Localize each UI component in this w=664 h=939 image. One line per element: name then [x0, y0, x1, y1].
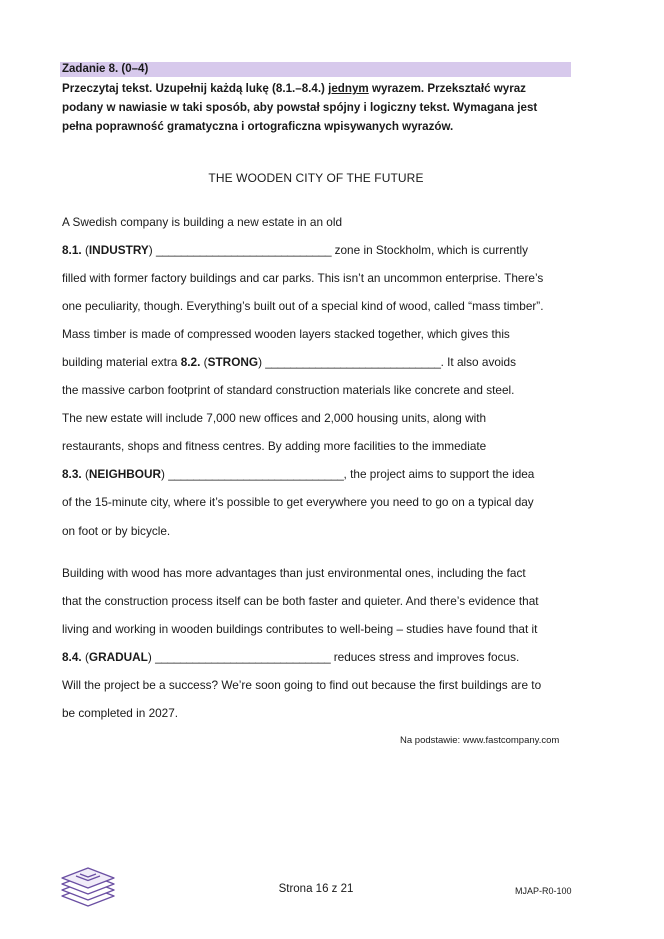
- answer-blank-8-4[interactable]: ____________________________: [155, 650, 331, 664]
- instructions-part1: Przeczytaj tekst. Uzupełnij każdą lukę (8.1.–8.4.): [62, 82, 329, 95]
- article-title: THE WOODEN CITY OF THE FUTURE: [208, 171, 424, 185]
- instructions-underlined-word: jednym: [328, 82, 369, 95]
- article-line: The new estate will include 7,000 new offices and 2,000 housing units, along with: [62, 411, 487, 425]
- gap-base-word: INDUSTRY: [88, 243, 149, 257]
- gap-base-word: STRONG: [207, 355, 259, 369]
- gap-line-8-3: 8.3. (NEIGHBOUR) ____________________________, the project aims to support the idea: [62, 467, 535, 481]
- gap-number: 8.1.: [62, 243, 82, 257]
- answer-blank-8-1[interactable]: ____________________________: [156, 243, 332, 257]
- gap-number: 8.3.: [62, 467, 82, 481]
- article-line: filled with former factory buildings and car parks. This isn’t an uncommon enterprise. There’s: [62, 271, 544, 285]
- gap-base-word: GRADUAL: [88, 650, 148, 664]
- gap-line-8-4: 8.4. (GRADUAL) ____________________________ reduces stress and improves focus.: [62, 650, 520, 664]
- article-line: Mass timber is made of compressed wooden layers stacked together, which gives this: [62, 327, 510, 341]
- article-line: Will the project be a success? We’re soon going to find out because the first buildings are to: [62, 678, 542, 692]
- task-instructions: [62, 79, 570, 136]
- answer-blank-8-3[interactable]: ____________________________: [168, 467, 344, 481]
- gap-number: 8.2.: [180, 355, 201, 369]
- article-line: of the 15-minute city, where it’s possible to get everywhere you need to go on a typical day: [62, 495, 534, 509]
- article-line: living and working in wooden buildings contributes to well-being – studies have found that it: [62, 622, 538, 636]
- instructions-part2: wyrazem. Przekształć wyraz podany w nawiasie w taki sposób, aby powstał spójny i logiczny tekst. Wymagana jest pełna poprawność gramatyczna i ortograficzna wpisywanych wyrazów.: [62, 82, 538, 133]
- article-line: be completed in 2027.: [62, 706, 179, 720]
- article-line: Building with wood has more advantages than just environmental ones, including the fact: [62, 566, 526, 580]
- gap-line-8-2: building material extra 8.2. (STRONG) ____________________________. It also avoids: [62, 355, 517, 369]
- article-line: on foot or by bicycle.: [62, 524, 171, 538]
- article-line: one peculiarity, though. Everything’s built out of a special kind of wood, called “mass timber”.: [62, 299, 544, 313]
- exam-code: MJAP-R0-100: [515, 886, 572, 896]
- article-line: the massive carbon footprint of standard construction materials like concrete and steel.: [62, 383, 515, 397]
- gap-number: 8.4.: [62, 650, 82, 664]
- article-line: that the construction process itself can be both faster and quieter. And there’s evidence that: [62, 594, 539, 608]
- page-number: Strona 16 z 21: [278, 883, 354, 895]
- source-note: Na podstawie: www.fastcompany.com: [400, 735, 560, 746]
- task-header-band: [60, 62, 571, 77]
- article-line: A Swedish company is building a new estate in an old: [62, 215, 343, 229]
- gap-line-8-1: 8.1. (INDUSTRY) ____________________________ zone in Stockholm, which is currently: [62, 243, 529, 257]
- task-number: Zadanie 8. (0–4): [62, 63, 149, 75]
- article-line: restaurants, shops and fitness centres. By adding more facilities to the immediate: [62, 439, 487, 453]
- gap-base-word: NEIGHBOUR: [88, 467, 162, 481]
- answer-blank-8-2[interactable]: ____________________________: [265, 355, 441, 369]
